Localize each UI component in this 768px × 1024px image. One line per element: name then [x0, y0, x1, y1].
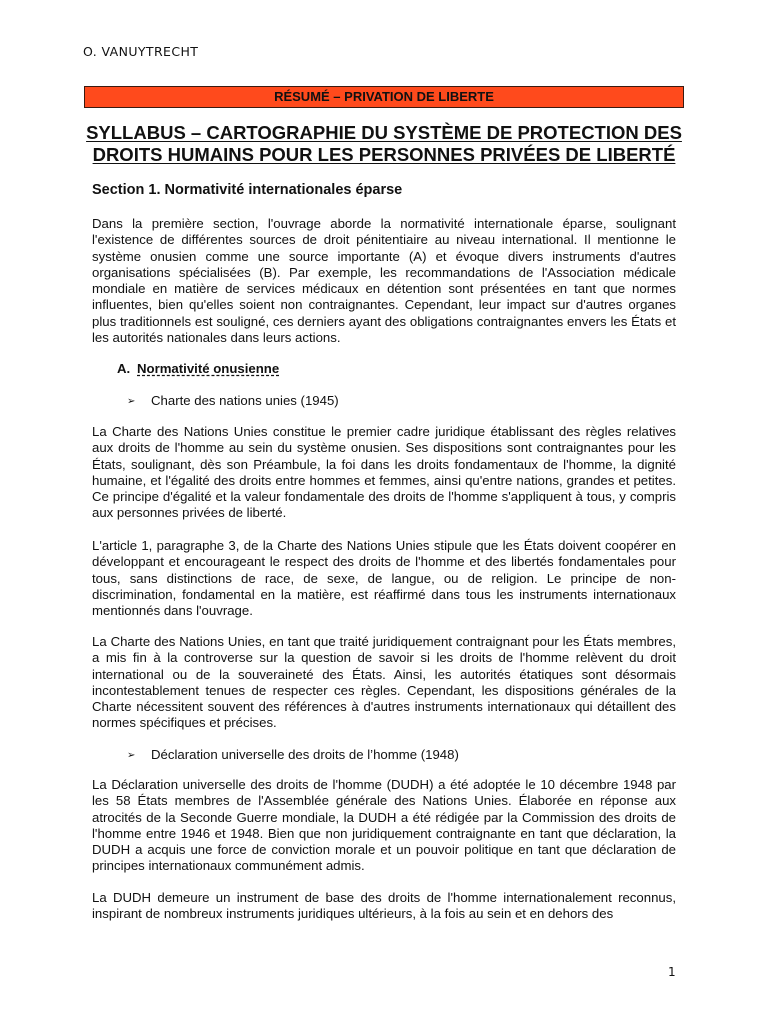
document-title-line-1: SYLLABUS – CARTOGRAPHIE DU SYSTÈME DE PROTECTION DES — [86, 122, 682, 143]
summary-banner: RÉSUMÉ – PRIVATION DE LIBERTE — [84, 86, 684, 108]
section-title: Section 1. Normativité internationales éparse — [92, 182, 403, 198]
subheading-letter: A. — [117, 361, 131, 376]
arrow-bullet-icon: ➢ — [127, 396, 136, 407]
subheading-text: Normativité onusienne — [137, 361, 280, 376]
paragraph-dudh-2: La DUDH demeure un instrument de base des droits de l'homme internationalement reconnus, inspirant de nombreux instruments juridiques ultérieurs, à la fois au sein et en dehors des — [92, 890, 676, 922]
paragraph-charte-3: La Charte des Nations Unies, en tant que traité juridiquement contraignant pour les États membres, a mis fin à la controverse sur la question de savoir si les droits de l'homme relèvent du droit international ou de la souveraineté des États. Ainsi, les autorités étatiques sont désormais incontestablement tenues de respecter ces règles. Cependant, les dispositions générales de la Charte nécessitent souvent des références à d'autres instruments internationaux qui détaillent des normes spécifiques et précises. — [92, 634, 676, 731]
document-title-line-2: DROITS HUMAINS POUR LES PERSONNES PRIVÉES DE LIBERTÉ — [92, 144, 676, 165]
arrow-bullet-icon: ➢ — [127, 750, 136, 761]
paragraph-intro: Dans la première section, l'ouvrage aborde la normativité internationale éparse, soulignant l'existence de différentes sources de droit pénitentiaire au niveau international. Il mentionne le système onusien comme une source importante (A) et évoque divers instruments d'autres organisations spécialisées (B). Par exemple, les recommandations de l'Association médicale mondiale en matière de services médicaux en détention sont présentées en tant que normes influentes, bien qu'elles soient non contraignantes. Cependant, leur impact sur d'autres organes plus traditionnels est souligné, ces derniers ayant des obligations contraignantes envers les États et les autorités nationales dans leurs actions. — [92, 216, 676, 346]
paragraph-charte-2: L'article 1, paragraphe 3, de la Charte des Nations Unies stipule que les États doivent coopérer en développant et encourageant le respect des droits de l'homme et des libertés fondamentales pour tous, sans distinctions de race, de sexe, de langue, ou de religion. Le principe de non-discrimination, fondamental en la matière, est réaffirmé dans tous les instruments internationaux mentionnés dans l'ouvrage. — [92, 538, 676, 619]
paragraph-charte-1: La Charte des Nations Unies constitue le premier cadre juridique établissant des règles relatives aux droits de l'homme au sein du système onusien. Ses dispositions sont contraignantes pour les États, soulignant, dès son Préambule, la foi dans les droits fondamentaux de l'homme, la dignité humaine, et l'égalité des droits entre hommes et femmes, ainsi qu'entre nations, grandes et petites. Ce principe d'égalité et la valeur fondamentale des droits de l'homme s'appliquent à tous, y compris aux personnes privées de liberté. — [92, 424, 676, 521]
bullet-dudh-text: Déclaration universelle des droits de l’homme (1948) — [151, 747, 459, 762]
subheading-normativite-onusienne — [117, 361, 279, 376]
bullet-dudh — [127, 747, 459, 762]
header-author: O. VANUYTRECHT — [83, 44, 199, 59]
paragraph-dudh-1: La Déclaration universelle des droits de l'homme (DUDH) a été adoptée le 10 décembre 1948 par les 58 États membres de l'Assemblée générale des Nations Unies. Élaborée en réponse aux atrocités de la Seconde Guerre mondiale, la DUDH a été rédigée par la Commission des droits de l'homme entre 1946 et 1948. Bien que non juridiquement contraignante en tant que déclaration, la DUDH a acquis une force de conviction morale et un pouvoir politique en tant que déclaration de principes internationaux communément admis. — [92, 777, 676, 874]
bullet-charte — [127, 393, 339, 408]
bullet-charte-text: Charte des nations unies (1945) — [151, 393, 339, 408]
document-title — [84, 122, 684, 166]
page-number: 1 — [668, 965, 676, 979]
